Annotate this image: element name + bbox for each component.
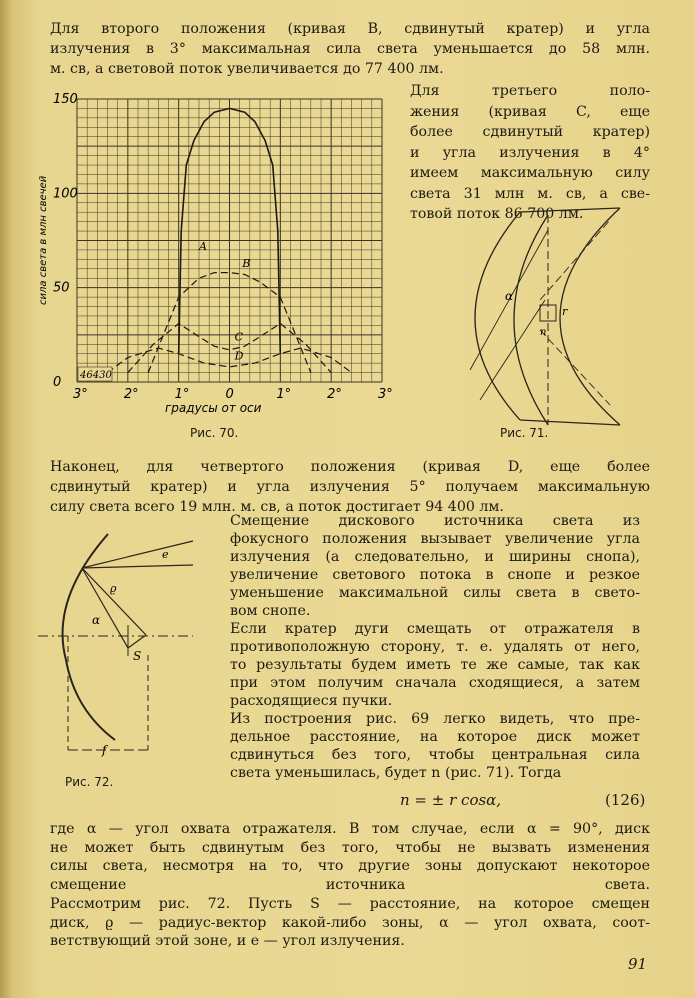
reflector-curve [63,534,115,740]
text-line: Из построения рис. 69 легко видеть, что пре- [230,711,640,727]
x-tick-label: 1° [276,387,292,402]
fig72-label-f: f [102,743,107,757]
fig72-label-e: e [162,548,169,561]
y-tick-label: 150 [53,92,78,107]
text-line: не может быть сдвинутым без того, чтобы не вызвать изменения [50,839,650,856]
fig71-caption: Рис. 71. [500,426,549,440]
text-line: Рассмотрим рис. 72. Пусть S — расстояние, на которое смещен [50,895,650,912]
text-line: увеличение светового потока в снопе и резкое [230,567,640,583]
fig71-label-r: r [562,305,568,318]
text-line: силы света, несмотря на то, что другие зоны допускают некоторое [50,858,650,875]
text-line: сдвинуться без того, чтобы центральная сила [230,747,640,763]
y-axis-label: сила света в млн свечей [38,175,49,305]
text-line: Наконец, для четвертого положения (кривая D, еще более [50,459,650,475]
fig72-diagram [38,534,193,750]
fig70-caption: Рис. 70. [190,426,239,440]
text-line: то результаты будем иметь те же самые, так как [230,657,640,673]
equation-number: (126) [605,791,646,809]
text-line: противоположную сторону, т. е. удалять от него, [230,639,640,655]
stamp-text: 46430 [80,370,112,381]
fig72-label-rho: ϱ [110,582,117,595]
series-label-C: C [234,330,244,344]
text-line: ветствующий этой зоне, и e — угол излучения. [50,933,405,950]
series-label-A: A [199,239,207,253]
x-axis-label: градусы от оси [165,401,262,415]
text-line: излучения в 3° максимальная сила света уменьшается до 58 млн. [50,41,650,57]
text-line: фокусного положения вызывает увеличение угла [230,531,640,547]
text-line: силу света всего 19 млн. м. св, а поток достигает 94 400 лм. [50,499,504,515]
fig72-label-s: S [133,649,142,663]
text-line: смещение источника света. [50,877,650,894]
text-line: товой поток 86 700 лм. [410,206,584,222]
reflector-arc-3 [560,208,620,425]
page-number: 91 [628,955,648,973]
reflector-arc-1 [475,212,520,420]
x-tick-label: 2° [327,387,342,402]
text-line: света 31 млн м. св, а све- [410,185,650,202]
x-tick-label: 1° [174,387,190,402]
series-label-D: D [234,349,244,363]
text-line: Если кратер дуги смещать от отражателя в [230,621,640,637]
reflector-arc-2 [514,215,548,425]
fig71-label-alpha: α [505,289,514,303]
text-line: при этом получим сначала сходящиеся, а затем [230,675,640,691]
text-line: где α — угол охвата отражателя. В том случае, если α = 90°, диск [50,821,650,837]
text-line: имеем максимальную силу [410,165,650,181]
y-tick-label: 50 [53,280,70,296]
text-line: диск, ϱ — радиус-вектор какой-либо зоны, α — угол охвата, соот- [50,914,650,931]
text-line: вом снопе. [230,603,311,619]
formula: n = ± r cosα, [400,791,502,809]
x-tick-label: 3° [73,387,88,402]
text-line: света уменьшилась, будет n (рис. 71). Тогда [230,765,562,781]
text-line: дельное расстояние, на которое диск может [230,729,640,745]
x-tick-label: 0 [225,387,234,402]
fig72-label-alpha: α [92,613,101,627]
text-line: излучения (а следовательно, и ширины снопа), [230,549,640,565]
text-line: Для третьего поло- [410,83,650,99]
fig70-chart [38,92,393,415]
x-tick-label: 3° [378,387,393,402]
text-line: более сдвинутый кратер) [410,124,650,140]
series-label-B: B [242,256,251,270]
text-line: м. св, а световой поток увеличивается до 77 400 лм. [50,61,444,77]
y-tick-label: 0 [53,375,62,390]
fig71-diagram [470,208,620,425]
fig72-caption: Рис. 72. [65,775,114,789]
text-line: уменьшение максимальной силы света в свето- [230,585,640,601]
text-line: и угла излучения в 4° [410,144,650,161]
text-line: Для второго положения (кривая B, сдвинутый кратер) и угла [50,21,650,37]
x-tick-label: 2° [123,387,139,402]
text-line: жения (кривая C, еще [410,103,650,120]
text-line: Смещение дискового источника света из [230,513,640,529]
fig71-label-n: n [540,327,547,338]
text-line: сдвинутый кратер) и угла излучения 5° получаем максимальную [50,479,650,495]
text-line: расходящиеся пучки. [230,693,393,709]
y-tick-label: 100 [53,186,78,202]
